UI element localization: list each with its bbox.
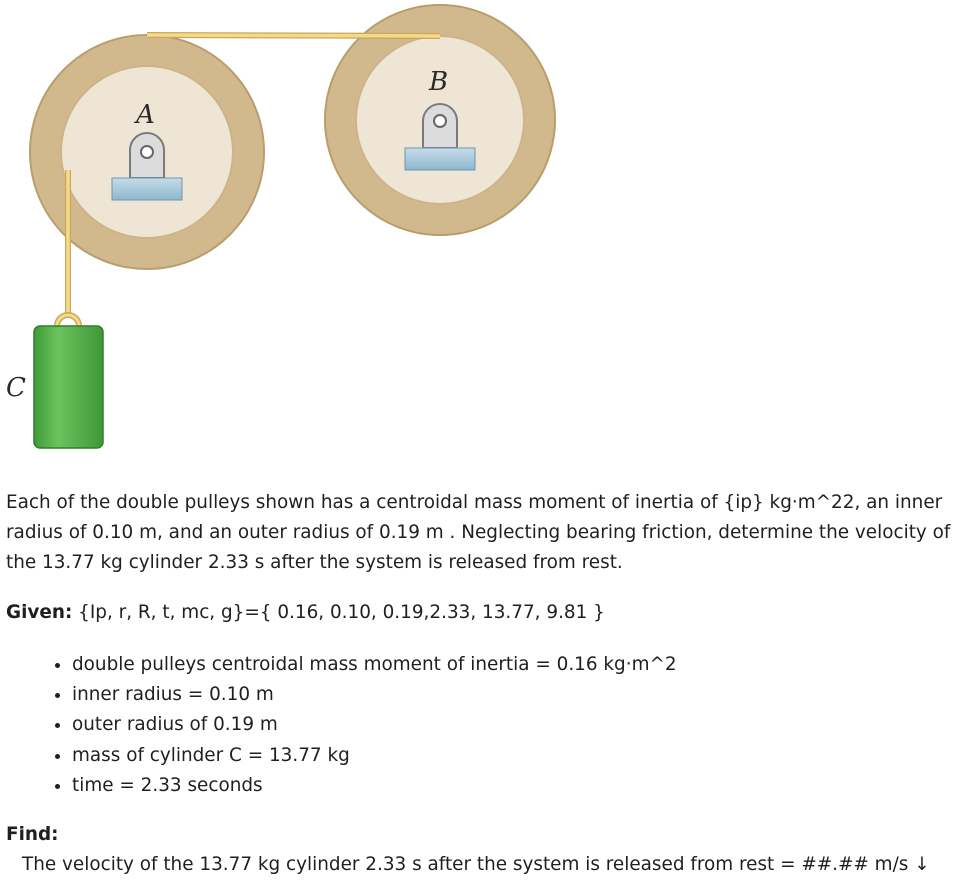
list-item: • mass of cylinder C = 13.77 kg (72, 741, 677, 771)
problem-statement: Each of the double pulleys shown has a centroidal mass moment of inertia of {ip} kg·m^22, an inner radius of 0.10 m, and an outer radius of 0.19 m . Neglecting bearing friction, determine the velocity of the 13.77 kg cylinder 2.33 s after the system is released from rest. (6, 492, 951, 573)
pulley-b (325, 5, 555, 235)
list-item: • double pulleys centroidal mass moment of inertia = 0.16 kg·m^2 (72, 650, 677, 680)
list-item: • inner radius = 0.10 m (72, 680, 677, 710)
given-values: {Ip, r, R, t, mc, g}={ 0.16, 0.10, 0.19,2.33, 13.77, 9.81 } (72, 602, 605, 623)
find-text: The velocity of the 13.77 kg cylinder 2.33 s after the system is released from rest = ##.## m/s ↓ (22, 854, 930, 875)
rope-top (147, 35, 440, 36)
list-item: • time = 2.33 seconds (72, 771, 677, 801)
label-c: C (6, 373, 26, 403)
find-label: Find: (6, 824, 59, 845)
cylinder-c (6, 315, 103, 448)
given-list (44, 650, 677, 801)
label-a: A (136, 100, 155, 130)
list-item: • outer radius of 0.19 m (72, 710, 677, 740)
given-line (6, 598, 605, 628)
given-label: Given: (6, 602, 73, 623)
label-b: B (429, 67, 449, 97)
